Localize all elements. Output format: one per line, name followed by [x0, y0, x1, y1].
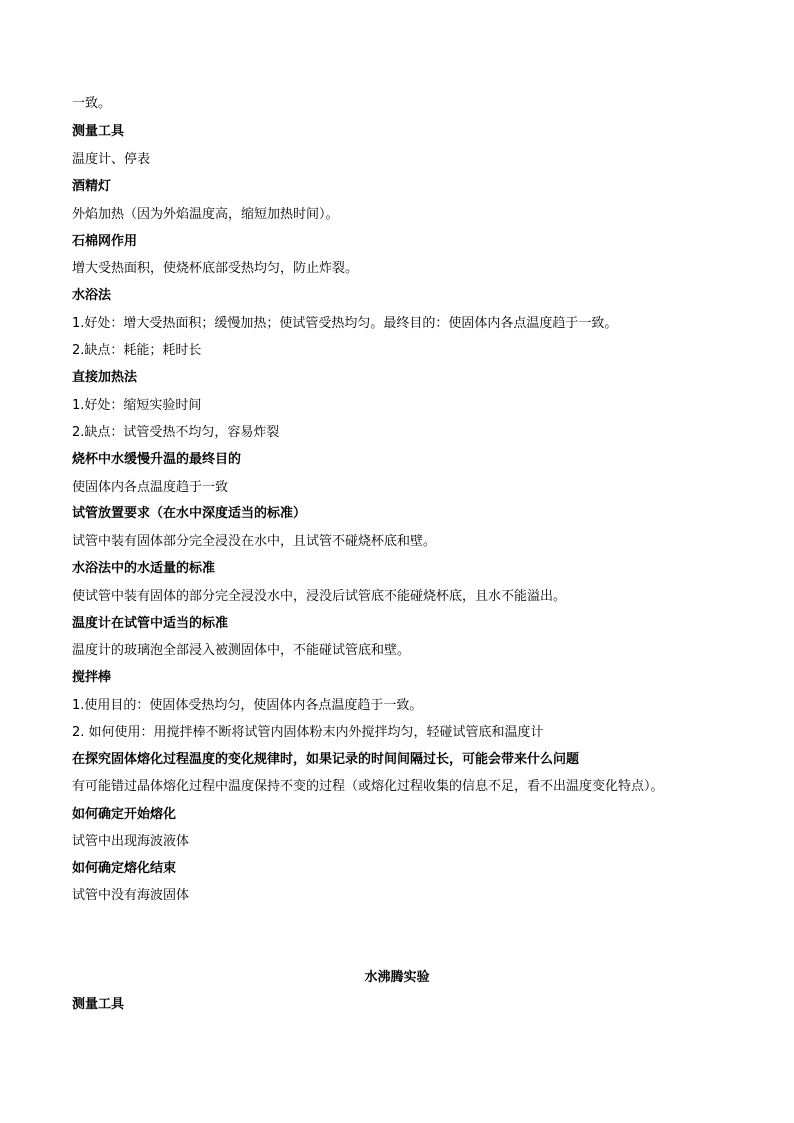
- body-text: 1.使用目的：使固体受热均匀，使固体内各点温度趋于一致。: [72, 698, 423, 713]
- heading-text: 酒精灯: [72, 179, 112, 194]
- body-text: 1.好处：缩短实验时间: [72, 398, 202, 413]
- body-text: 增大受热面积，使烧杯底部受热均匀，防止炸裂。: [72, 261, 359, 276]
- body-text: 2.缺点：耗能；耗时长: [72, 343, 202, 358]
- body-text: 2. 如何使用：用搅拌棒不断将试管内固体粉末内外搅拌均匀，轻碰试管底和温度计: [72, 725, 544, 740]
- heading-text: 水浴法: [72, 288, 112, 303]
- body-text: 有可能错过晶体熔化过程中温度保持不变的过程（或熔化过程收集的信息不足，看不出温度变化特点）。: [72, 779, 664, 794]
- heading-text: 试管放置要求（在水中深度适当的标准）: [72, 506, 307, 521]
- heading-text: 测量工具: [72, 124, 125, 139]
- heading-text: 直接加热法: [72, 370, 138, 385]
- heading-text: 石棉网作用: [72, 234, 138, 249]
- body-text: 试管中没有海波固体: [72, 888, 190, 903]
- heading-text: 水浴法中的水适量的标准: [72, 561, 216, 576]
- heading-text: 测量工具: [72, 997, 125, 1012]
- heading-text: 如何确定熔化结束: [72, 861, 177, 876]
- body-text: 1.好处：增大受热面积；缓慢加热；使试管受热均匀。最终目的：使固体内各点温度趋于一致。: [72, 316, 618, 331]
- body-text: 使固体内各点温度趋于一致: [72, 480, 229, 495]
- heading-text: 烧杯中水缓慢升温的最终目的: [72, 452, 242, 467]
- body-text: 试管中装有固体部分完全浸没在水中，且试管不碰烧杯底和壁。: [72, 534, 437, 549]
- heading-text: 如何确定开始熔化: [72, 807, 177, 822]
- body-text: 一致。: [72, 96, 112, 111]
- heading-text: 在探究固体熔化过程温度的变化规律时，如果记录的时间间隔过长，可能会带来什么问题: [72, 752, 580, 767]
- section-title: 水沸腾实验: [364, 970, 430, 985]
- body-text: 使试管中装有固体的部分完全浸没水中，浸没后试管底不能碰烧杯底，且水不能溢出。: [72, 589, 567, 604]
- body-text: 试管中出现海波液体: [72, 834, 190, 849]
- body-text: 温度计的玻璃泡全部浸入被测固体中，不能碰试管底和壁。: [72, 643, 411, 658]
- body-text: 温度计、停表: [72, 152, 151, 167]
- heading-text: 搅拌棒: [72, 670, 112, 685]
- body-text: 外焰加热（因为外焰温度高，缩短加热时间）。: [72, 207, 339, 222]
- body-text: 2.缺点：试管受热不均匀，容易炸裂: [72, 425, 280, 440]
- heading-text: 温度计在试管中适当的标准: [72, 616, 229, 631]
